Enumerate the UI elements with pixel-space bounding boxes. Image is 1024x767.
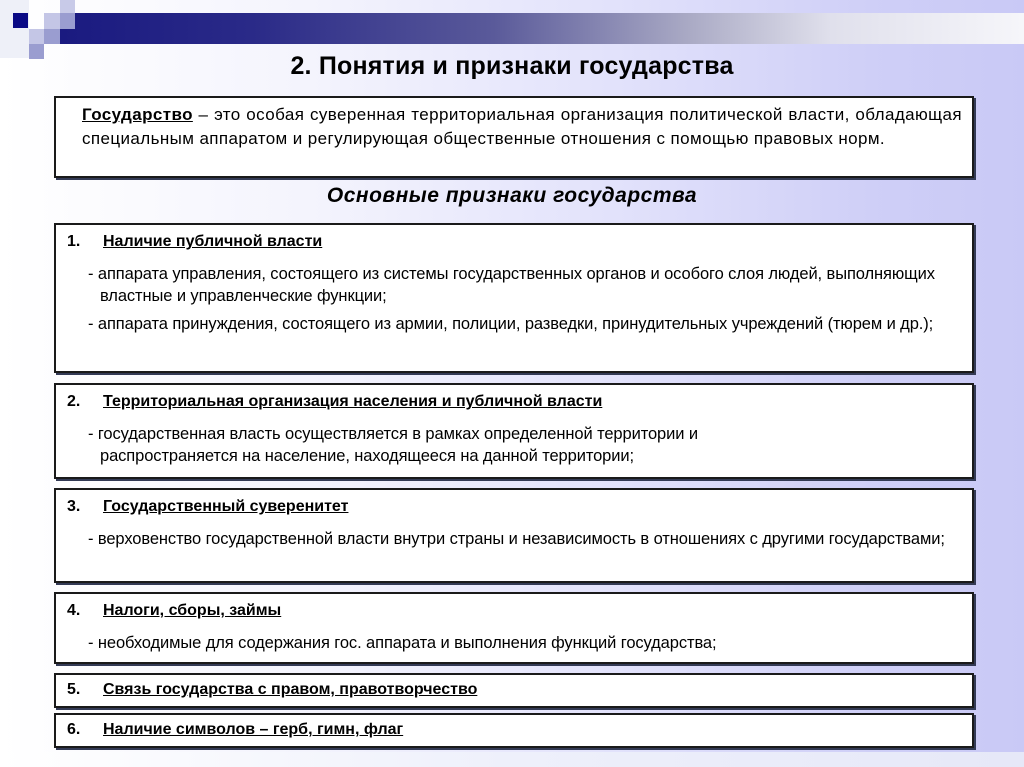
feature-number: 3. bbox=[67, 498, 81, 515]
feature-title: Налоги, сборы, займы bbox=[103, 602, 282, 619]
square-tile bbox=[44, 13, 60, 29]
feature-heading bbox=[67, 231, 972, 253]
feature-point: - аппарата принуждения, состоящего из армии, полиции, разведки, принудительных учреждений (тюрем и др.); bbox=[88, 315, 934, 333]
feature-heading bbox=[67, 496, 972, 518]
feature-title: Государственный суверенитет bbox=[103, 498, 349, 515]
feature-title: Территориальная организация населения и публичной власти bbox=[103, 393, 603, 410]
feature-box-6 bbox=[54, 713, 974, 748]
slide-title: 2. Понятия и признаки государства bbox=[290, 52, 734, 80]
feature-point: - государственная власть осуществляется в рамках определенной территории и распространяется на население, находящееся на данной территории; bbox=[88, 425, 698, 465]
feature-number: 4. bbox=[67, 602, 81, 619]
square-tile bbox=[44, 29, 60, 44]
definition-text bbox=[82, 103, 962, 151]
feature-point: - верховенство государственной власти внутри страны и независимость в отношениях с другими государствами; bbox=[88, 530, 945, 548]
feature-box-2 bbox=[54, 383, 974, 479]
feature-box-1 bbox=[54, 223, 974, 373]
square-tile bbox=[13, 13, 28, 28]
definition-term: Государство bbox=[82, 105, 193, 124]
feature-box-3 bbox=[54, 488, 974, 583]
feature-heading bbox=[67, 719, 972, 741]
feature-number: 5. bbox=[67, 681, 81, 698]
feature-title: Связь государства с правом, правотворчество bbox=[103, 681, 478, 698]
feature-title: Наличие публичной власти bbox=[103, 233, 323, 250]
feature-heading bbox=[67, 600, 972, 622]
definition-body: – это особая суверенная территориальная организация политической власти, обладающая специальным аппаратом и регулирующая общественные отношения с помощью правовых норм. bbox=[82, 105, 962, 148]
square-tile bbox=[0, 0, 29, 58]
feature-number: 1. bbox=[67, 233, 81, 250]
feature-point: - аппарата управления, состоящего из системы государственных органов и особого слоя людей, выполняющих властные и управленческие функции; bbox=[88, 265, 935, 305]
section-subtitle: Основные признаки государства bbox=[326, 184, 698, 207]
feature-point: - необходимые для содержания гос. аппарата и выполнения функций государства; bbox=[88, 634, 717, 652]
feature-number: 2. bbox=[67, 393, 81, 410]
feature-box-4 bbox=[54, 592, 974, 664]
square-tile bbox=[29, 29, 44, 44]
definition-box bbox=[54, 96, 974, 178]
feature-heading bbox=[67, 391, 972, 413]
bottom-strip bbox=[0, 752, 1024, 767]
feature-number: 6. bbox=[67, 721, 81, 738]
feature-heading bbox=[67, 679, 972, 701]
feature-title: Наличие символов – герб, гимн, флаг bbox=[103, 721, 404, 738]
square-tile bbox=[60, 0, 75, 13]
square-tile bbox=[60, 13, 75, 29]
header-bar bbox=[60, 13, 1024, 44]
feature-box-5 bbox=[54, 673, 974, 708]
